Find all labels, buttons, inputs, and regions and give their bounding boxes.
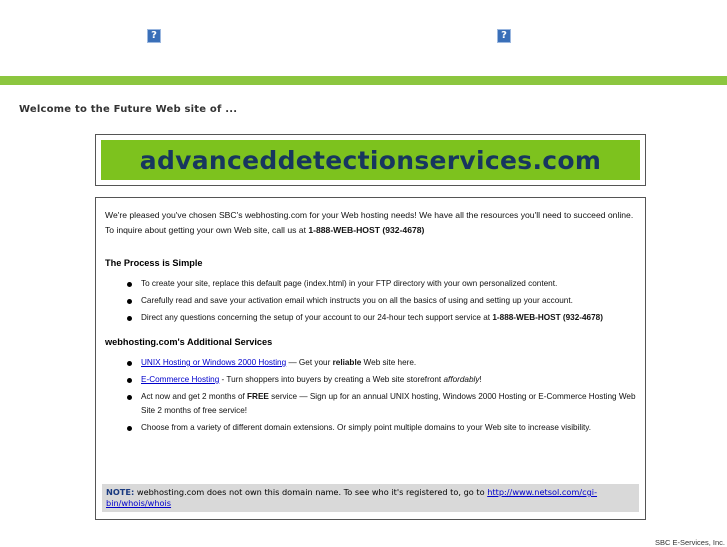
service-text: - Turn shoppers into buyers by creating a Web site storefront [219, 375, 444, 384]
service-bold: FREE [247, 392, 269, 401]
unix-windows-hosting-link[interactable]: UNIX Hosting or Windows 2000 Hosting [141, 358, 287, 367]
welcome-text: Welcome to the Future Web site of ... [19, 104, 238, 115]
services-heading: webhosting.com's Additional Services [105, 337, 273, 347]
services-list [105, 356, 636, 435]
list-item [105, 390, 636, 418]
support-phone: 1-888-WEB-HOST (932-4678) [492, 313, 603, 322]
list-item [105, 277, 636, 291]
service-bold: reliable [332, 358, 362, 367]
process-heading: The Process is Simple [105, 258, 203, 268]
broken-image-icon: ? [147, 29, 161, 43]
intro-text: We're pleased you've chosen SBC's webhosting.com for your Web hosting needs! We have all the resources you'll need to succeed online. To inquire about getting your own Web site, call us at [105, 210, 634, 235]
domain-banner [101, 140, 640, 180]
bullet-icon [127, 361, 132, 366]
service-text: Web site here. [361, 358, 417, 367]
list-item [105, 294, 636, 308]
ecommerce-hosting-link[interactable]: E-Commerce Hosting [141, 375, 220, 384]
service-text: — Get your [286, 358, 333, 367]
bullet-icon [127, 378, 132, 383]
bullet-icon [127, 426, 132, 431]
list-item [105, 356, 636, 370]
intro-paragraph [105, 208, 636, 238]
domain-title: advanceddetectionservices.com [139, 145, 602, 175]
note-box [102, 484, 639, 512]
process-item-text: Carefully read and save your activation email which instructs you on all the basics of using and setting up your account. [141, 296, 573, 305]
list-item [105, 373, 636, 387]
whois-link[interactable]: http://www.netsol.com/cgi-bin/whois/whois [106, 487, 598, 508]
service-italic: affordably [443, 375, 480, 384]
process-item-text: To create your site, replace this default page (index.html) in your FTP directory with your own personalized content. [141, 279, 558, 288]
bullet-icon [127, 316, 132, 321]
note-text: webhosting.com does not own this domain name. To see who it's registered to, go to [134, 487, 488, 497]
main-content-box [95, 197, 646, 520]
bullet-icon [127, 395, 132, 400]
footer-company: SBC E-Services, Inc. [654, 538, 725, 547]
service-text: Act now and get 2 months of [141, 392, 248, 401]
service-text: ! [479, 375, 482, 384]
broken-image-icon: ? [497, 29, 511, 43]
intro-phone: 1-888-WEB-HOST (932-4678) [308, 225, 425, 235]
domain-banner-box [95, 134, 646, 186]
list-item [105, 311, 636, 325]
service-text: service — Sign up for an annual UNIX hosting, Windows 2000 Hosting or E-Commerce Hosting Web Site 2 months of free service! [141, 392, 636, 415]
note-label: NOTE: [106, 487, 135, 497]
process-item-text: Direct any questions concerning the setup of your account to our 24-hour tech support service at [141, 313, 493, 322]
bullet-icon [127, 299, 132, 304]
process-list [105, 277, 636, 325]
bullet-icon [127, 282, 132, 287]
list-item [105, 421, 636, 435]
green-divider-bar [0, 76, 727, 85]
service-text: Choose from a variety of different domain extensions. Or simply point multiple domains to your Web site to increase visibility. [141, 423, 592, 432]
